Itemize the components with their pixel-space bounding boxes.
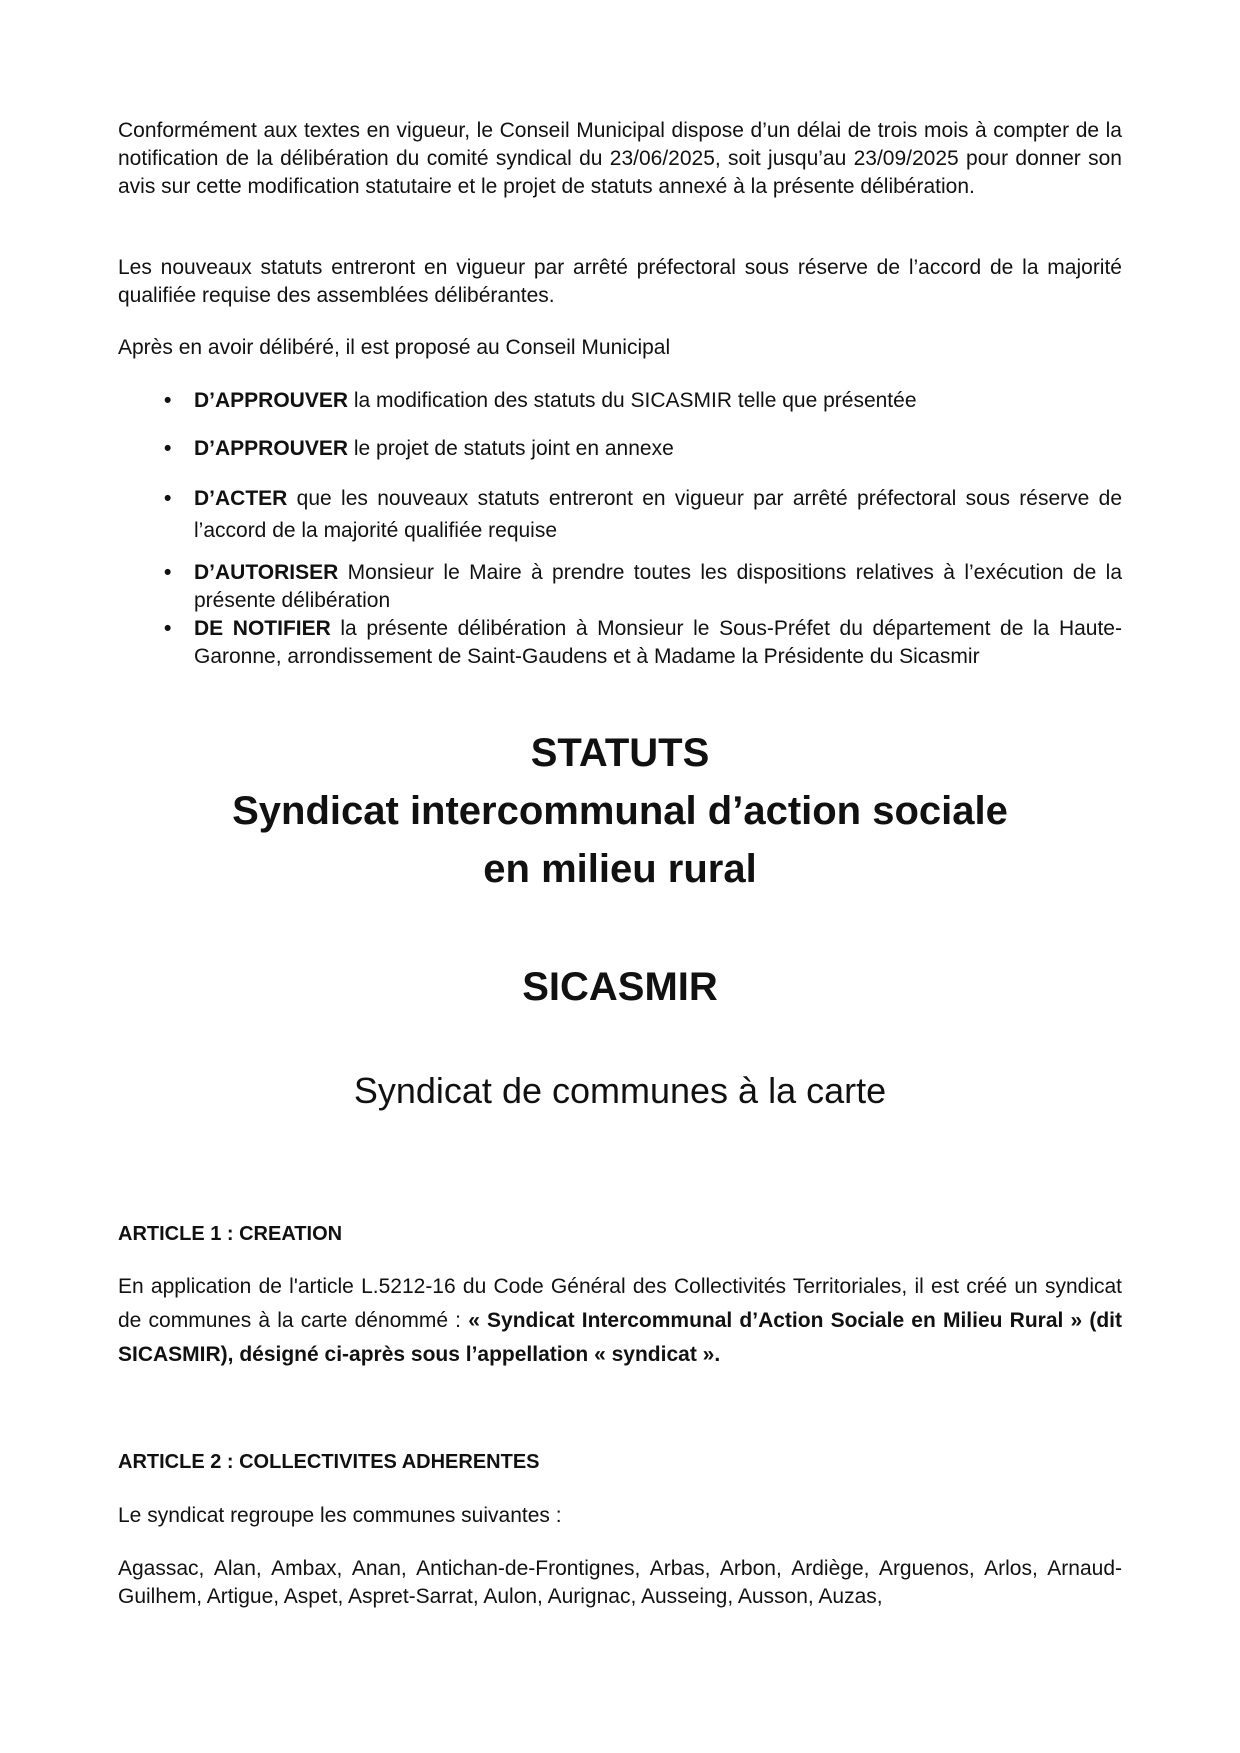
decision-text: Monsieur le Maire à prendre toutes les dispositions relatives à l’exécution de la présente délibération [194, 561, 1122, 612]
decision-verb: DE NOTIFIER [194, 617, 331, 640]
article-2-intro: Le syndicat regroupe les communes suivantes : [118, 1504, 562, 1527]
article-1-text-bold: « Syndicat Intercommunal d’Action Sociale en Milieu Rural » (dit SICASMIR), désigné ci-après sous l’appellation « syndicat ». [118, 1309, 1122, 1366]
decision-verb: D’AUTORISER [194, 561, 339, 584]
decision-text: la modification des statuts du SICASMIR telle que présentée [348, 389, 917, 412]
syndicat-title-line-1: Syndicat intercommunal d’action sociale [232, 789, 1008, 833]
article-1-title: ARTICLE 1 : CREATION [118, 1223, 343, 1245]
article-1-text [118, 1270, 1122, 1372]
article-2-title: ARTICLE 2 : COLLECTIVITES ADHERENTES [118, 1451, 540, 1473]
decision-verb: D’APPROUVER [194, 389, 349, 412]
decision-verb: D’ACTER [194, 487, 288, 510]
syndicat-name: SICASMIR [522, 965, 718, 1009]
bullet-icon: • [164, 389, 172, 412]
bullet-icon: • [164, 617, 172, 640]
intro-paragraph-3: Après en avoir délibéré, il est proposé au Conseil Municipal [118, 336, 671, 359]
article-2-communes: Agassac, Alan, Ambax, Anan, Antichan-de-Frontignes, Arbas, Arbon, Ardiège, Arguenos, Arlos, Arnaud-Guilhem, Artigue, Aspet, Aspret-Sarrat, Aulon, Aurignac, Ausseing, Ausson, Auzas, [118, 1557, 1122, 1608]
decision-text: que les nouveaux statuts entreront en vigueur par arrêté préfectoral sous réserve de l’accord de la majorité qualifiée requise [194, 487, 1122, 542]
statuts-title: STATUTS [530, 731, 710, 775]
intro-paragraph-1: Conformément aux textes en vigueur, le Conseil Municipal dispose d’un délai de trois mois à compter de la notification de la délibération du comité syndical du 23/06/2025, soit jusqu’au 23/09/2025 pour donner son avis sur cette modification statutaire et le projet de statuts annexé à la présente délibération. [118, 119, 1122, 198]
bullet-icon: • [164, 437, 172, 460]
syndicat-title-line-2: en milieu rural [483, 847, 757, 891]
syndicat-subtitle: Syndicat de communes à la carte [353, 1070, 887, 1111]
decision-verb: D’APPROUVER [194, 437, 349, 460]
bullet-icon: • [164, 561, 172, 584]
decision-text: le projet de statuts joint en annexe [348, 437, 674, 460]
list-item [164, 483, 1122, 547]
list-item [164, 387, 1122, 415]
list-item [164, 559, 1122, 615]
list-item [164, 615, 1122, 671]
decision-text: la présente délibération à Monsieur le Sous-Préfet du département de la Haute-Garonne, arrondissement de Saint-Gaudens et à Madame la Présidente du Sicasmir [194, 617, 1122, 668]
list-item [164, 435, 1122, 463]
bullet-icon: • [164, 487, 172, 510]
article-1-text-plain: En application de l'article L.5212-16 du Code Général des Collectivités Territoriales, il est créé un syndicat de communes à la carte dénommé : [118, 1275, 1122, 1332]
intro-paragraph-2: Les nouveaux statuts entreront en vigueur par arrêté préfectoral sous réserve de l’accord de la majorité qualifiée requise des assemblées délibérantes. [118, 256, 1122, 307]
